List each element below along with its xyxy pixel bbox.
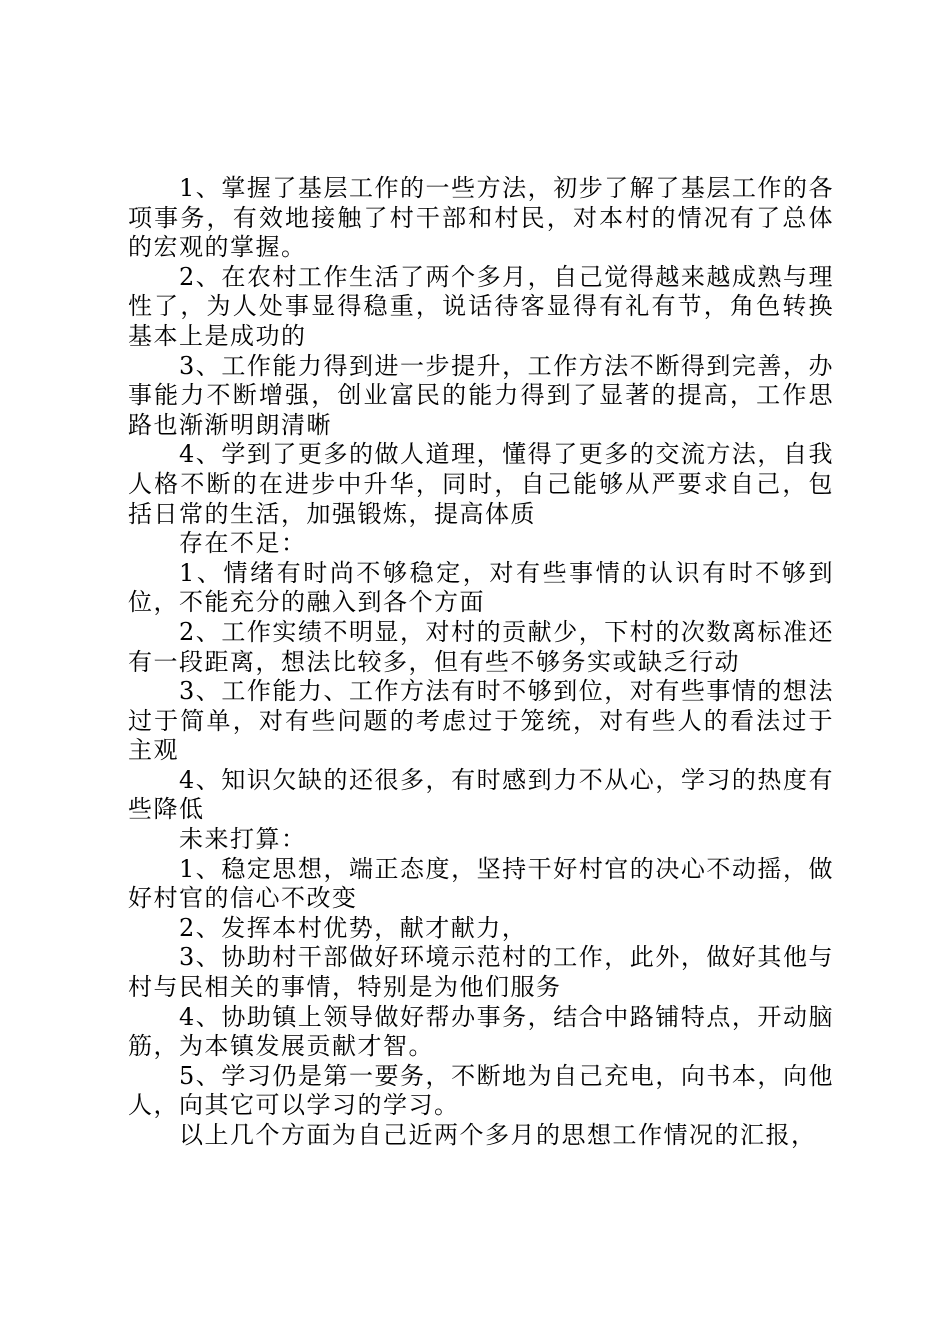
paragraph-achievement-3: 3、工作能力得到进一步提升，工作方法不断得到完善，办事能力不断增强，创业富民的能力得到了显著的提高，工作思路也渐渐明朗清晰 xyxy=(128,351,834,439)
paragraph-plan-2: 2、发挥本村优势，献才献力， xyxy=(179,913,528,942)
document-body xyxy=(128,174,834,1151)
paragraph-plan-1: 1、稳定思想，端正态度，坚持干好村官的决心不动摇，做好村官的信心不改变 xyxy=(128,854,834,913)
paragraph-shortcoming-4: 4、知识欠缺的还很多，有时感到力不从心，学习的热度有些降低 xyxy=(128,765,834,824)
paragraph-achievement-2: 2、在农村工作生活了两个多月，自己觉得越来越成熟与理性了，为人处事显得稳重，说话待客显得有礼有节，角色转换基本上是成功的 xyxy=(128,262,834,350)
paragraph-achievement-4: 4、学到了更多的做人道理，懂得了更多的交流方法，自我人格不断的在进步中升华，同时，自己能够从严要求自己，包括日常的生活，加强锻炼，提高体质 xyxy=(128,440,834,528)
section-heading-future-plans: 未来打算： xyxy=(179,825,307,854)
paragraph-plan-3: 3、协助村干部做好环境示范村的工作，此外，做好其他与村与民相关的事情，特别是为他们服务 xyxy=(128,943,834,1002)
section-heading-shortcomings: 存在不足： xyxy=(179,529,307,558)
paragraph-conclusion: 以上几个方面为自己近两个多月的思想工作情况的汇报， xyxy=(179,1121,817,1149)
paragraph-shortcoming-2: 2、工作实绩不明显，对村的贡献少，下村的次数离标准还有一段距离，想法比较多，但有些不够务实或缺乏行动 xyxy=(128,617,834,676)
paragraph-plan-4: 4、协助镇上领导做好帮办事务，结合中路铺特点，开动脑筋，为本镇发展贡献才智。 xyxy=(128,1002,834,1061)
paragraph-plan-5: 5、学习仍是第一要务，不断地为自己充电，向书本，向他人，向其它可以学习的学习。 xyxy=(128,1061,834,1120)
paragraph-shortcoming-3: 3、工作能力、工作方法有时不够到位，对有些事情的想法过于简单，对有些问题的考虑过于笼统，对有些人的看法过于主观 xyxy=(128,677,834,765)
paragraph-achievement-1: 1、掌握了基层工作的一些方法，初步了解了基层工作的各项事务，有效地接触了村干部和村民，对本村的情况有了总体的宏观的掌握。 xyxy=(128,174,834,262)
paragraph-shortcoming-1: 1、情绪有时尚不够稳定，对有些事情的认识有时不够到位，不能充分的融入到各个方面 xyxy=(128,558,834,617)
